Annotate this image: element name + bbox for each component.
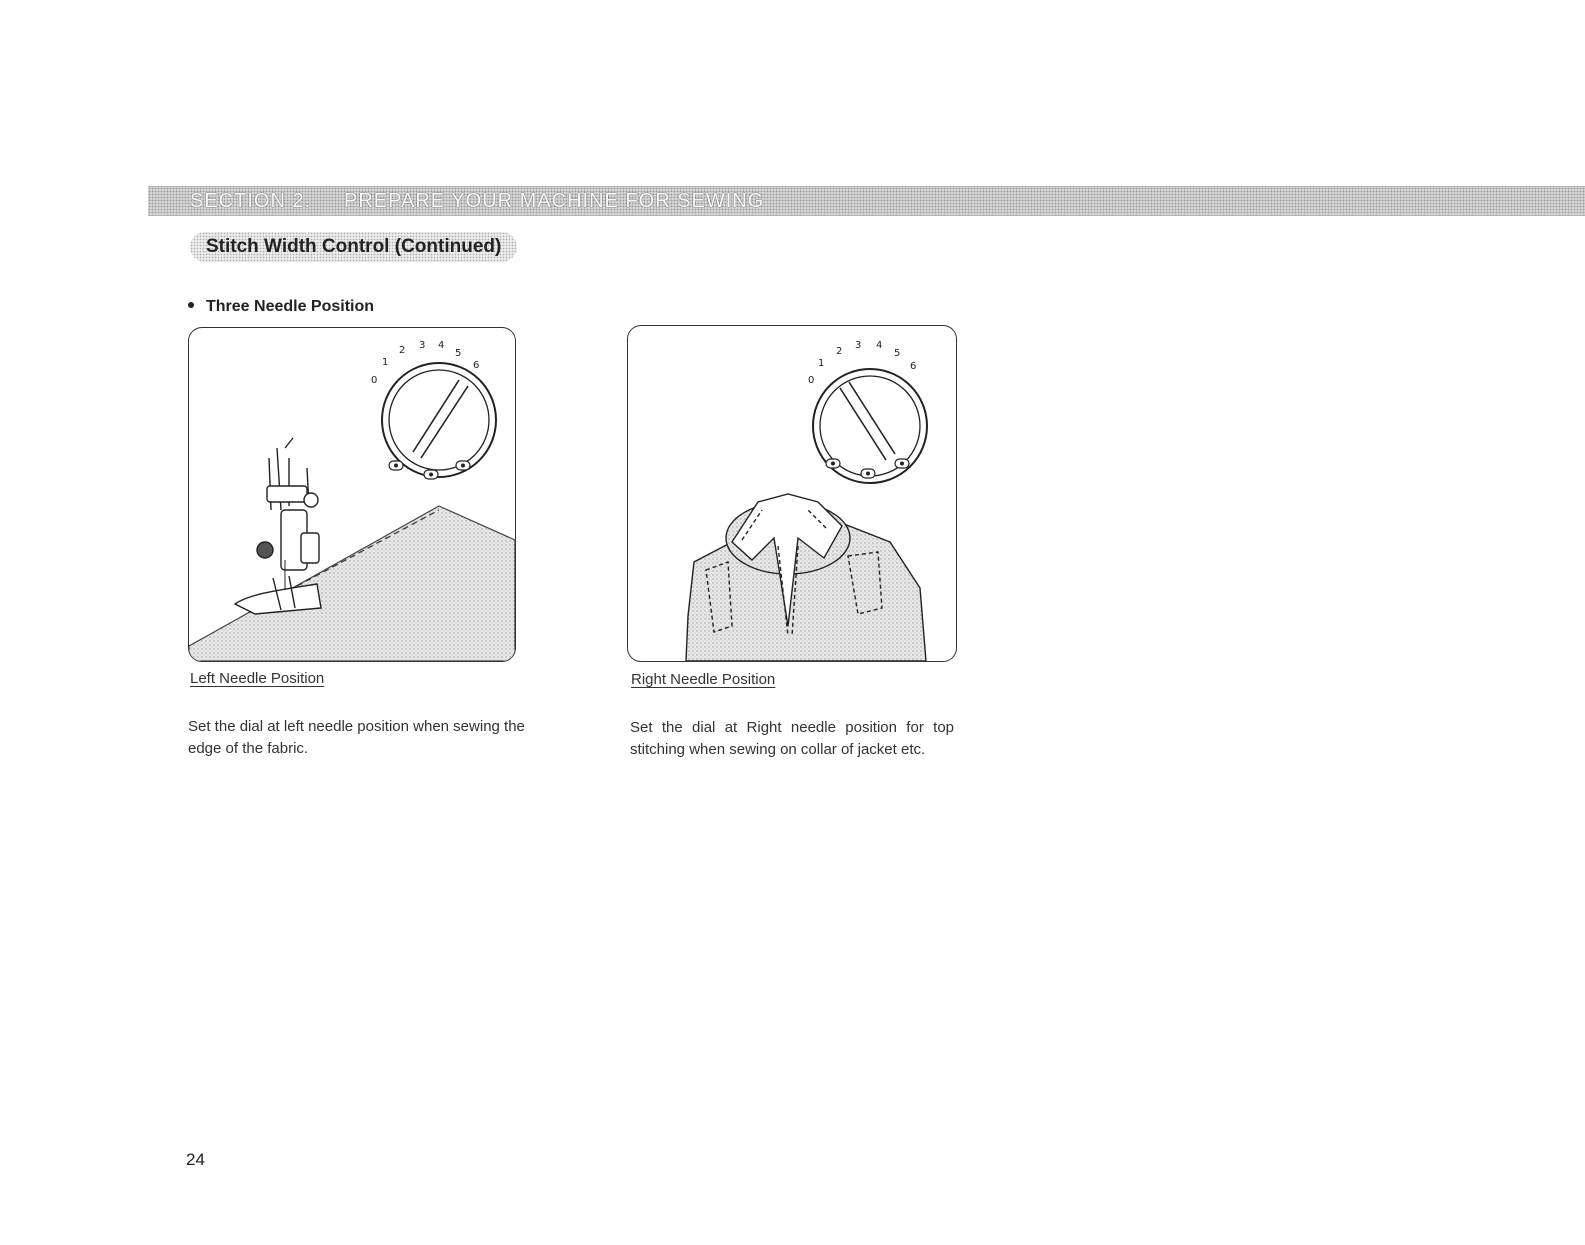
dial-label-6: 6 (473, 360, 480, 371)
dial-label-4: 4 (438, 340, 445, 351)
dial-label-0: 0 (808, 375, 815, 386)
bullet-icon (188, 302, 194, 308)
stitch-width-dial (382, 363, 496, 477)
dial-label-2: 2 (836, 346, 843, 357)
bullet-item (188, 298, 374, 316)
left-needle-illustration (188, 327, 516, 662)
dial-label-2: 2 (399, 345, 406, 356)
right-needle-illustration (627, 325, 957, 662)
page-number: 24 (186, 1150, 205, 1169)
dial-label-0: 0 (371, 375, 378, 386)
dial-label-5: 5 (455, 348, 462, 359)
left-caption: Left Needle Position (190, 670, 325, 687)
section-header-bar (148, 186, 1585, 216)
dial-label-5: 5 (894, 348, 901, 359)
bullet-text: Three Needle Position (206, 298, 375, 315)
right-caption: Right Needle Position (631, 671, 776, 688)
left-description: Set the dial at left needle position when sewing the edge of the fabric. (188, 718, 525, 757)
position-indicators (389, 461, 470, 479)
fabric-shape (189, 506, 515, 661)
presser-foot (235, 438, 321, 614)
dial-label-6: 6 (910, 361, 917, 372)
section-title: PREPARE YOUR MACHINE FOR SEWING (344, 190, 765, 212)
section-number: SECTION 2. (190, 190, 312, 212)
jacket-illustration (686, 494, 926, 661)
dial-label-4: 4 (876, 340, 883, 351)
dial-label-3: 3 (855, 340, 862, 351)
dial-label-1: 1 (818, 358, 825, 369)
right-description: Set the dial at Right needle position for top stitching when sewing on collar of jacket etc. (630, 719, 954, 758)
dial-label-1: 1 (382, 357, 389, 368)
dial-label-3: 3 (419, 340, 426, 351)
subheading: Stitch Width Control (Continued) (190, 232, 517, 262)
